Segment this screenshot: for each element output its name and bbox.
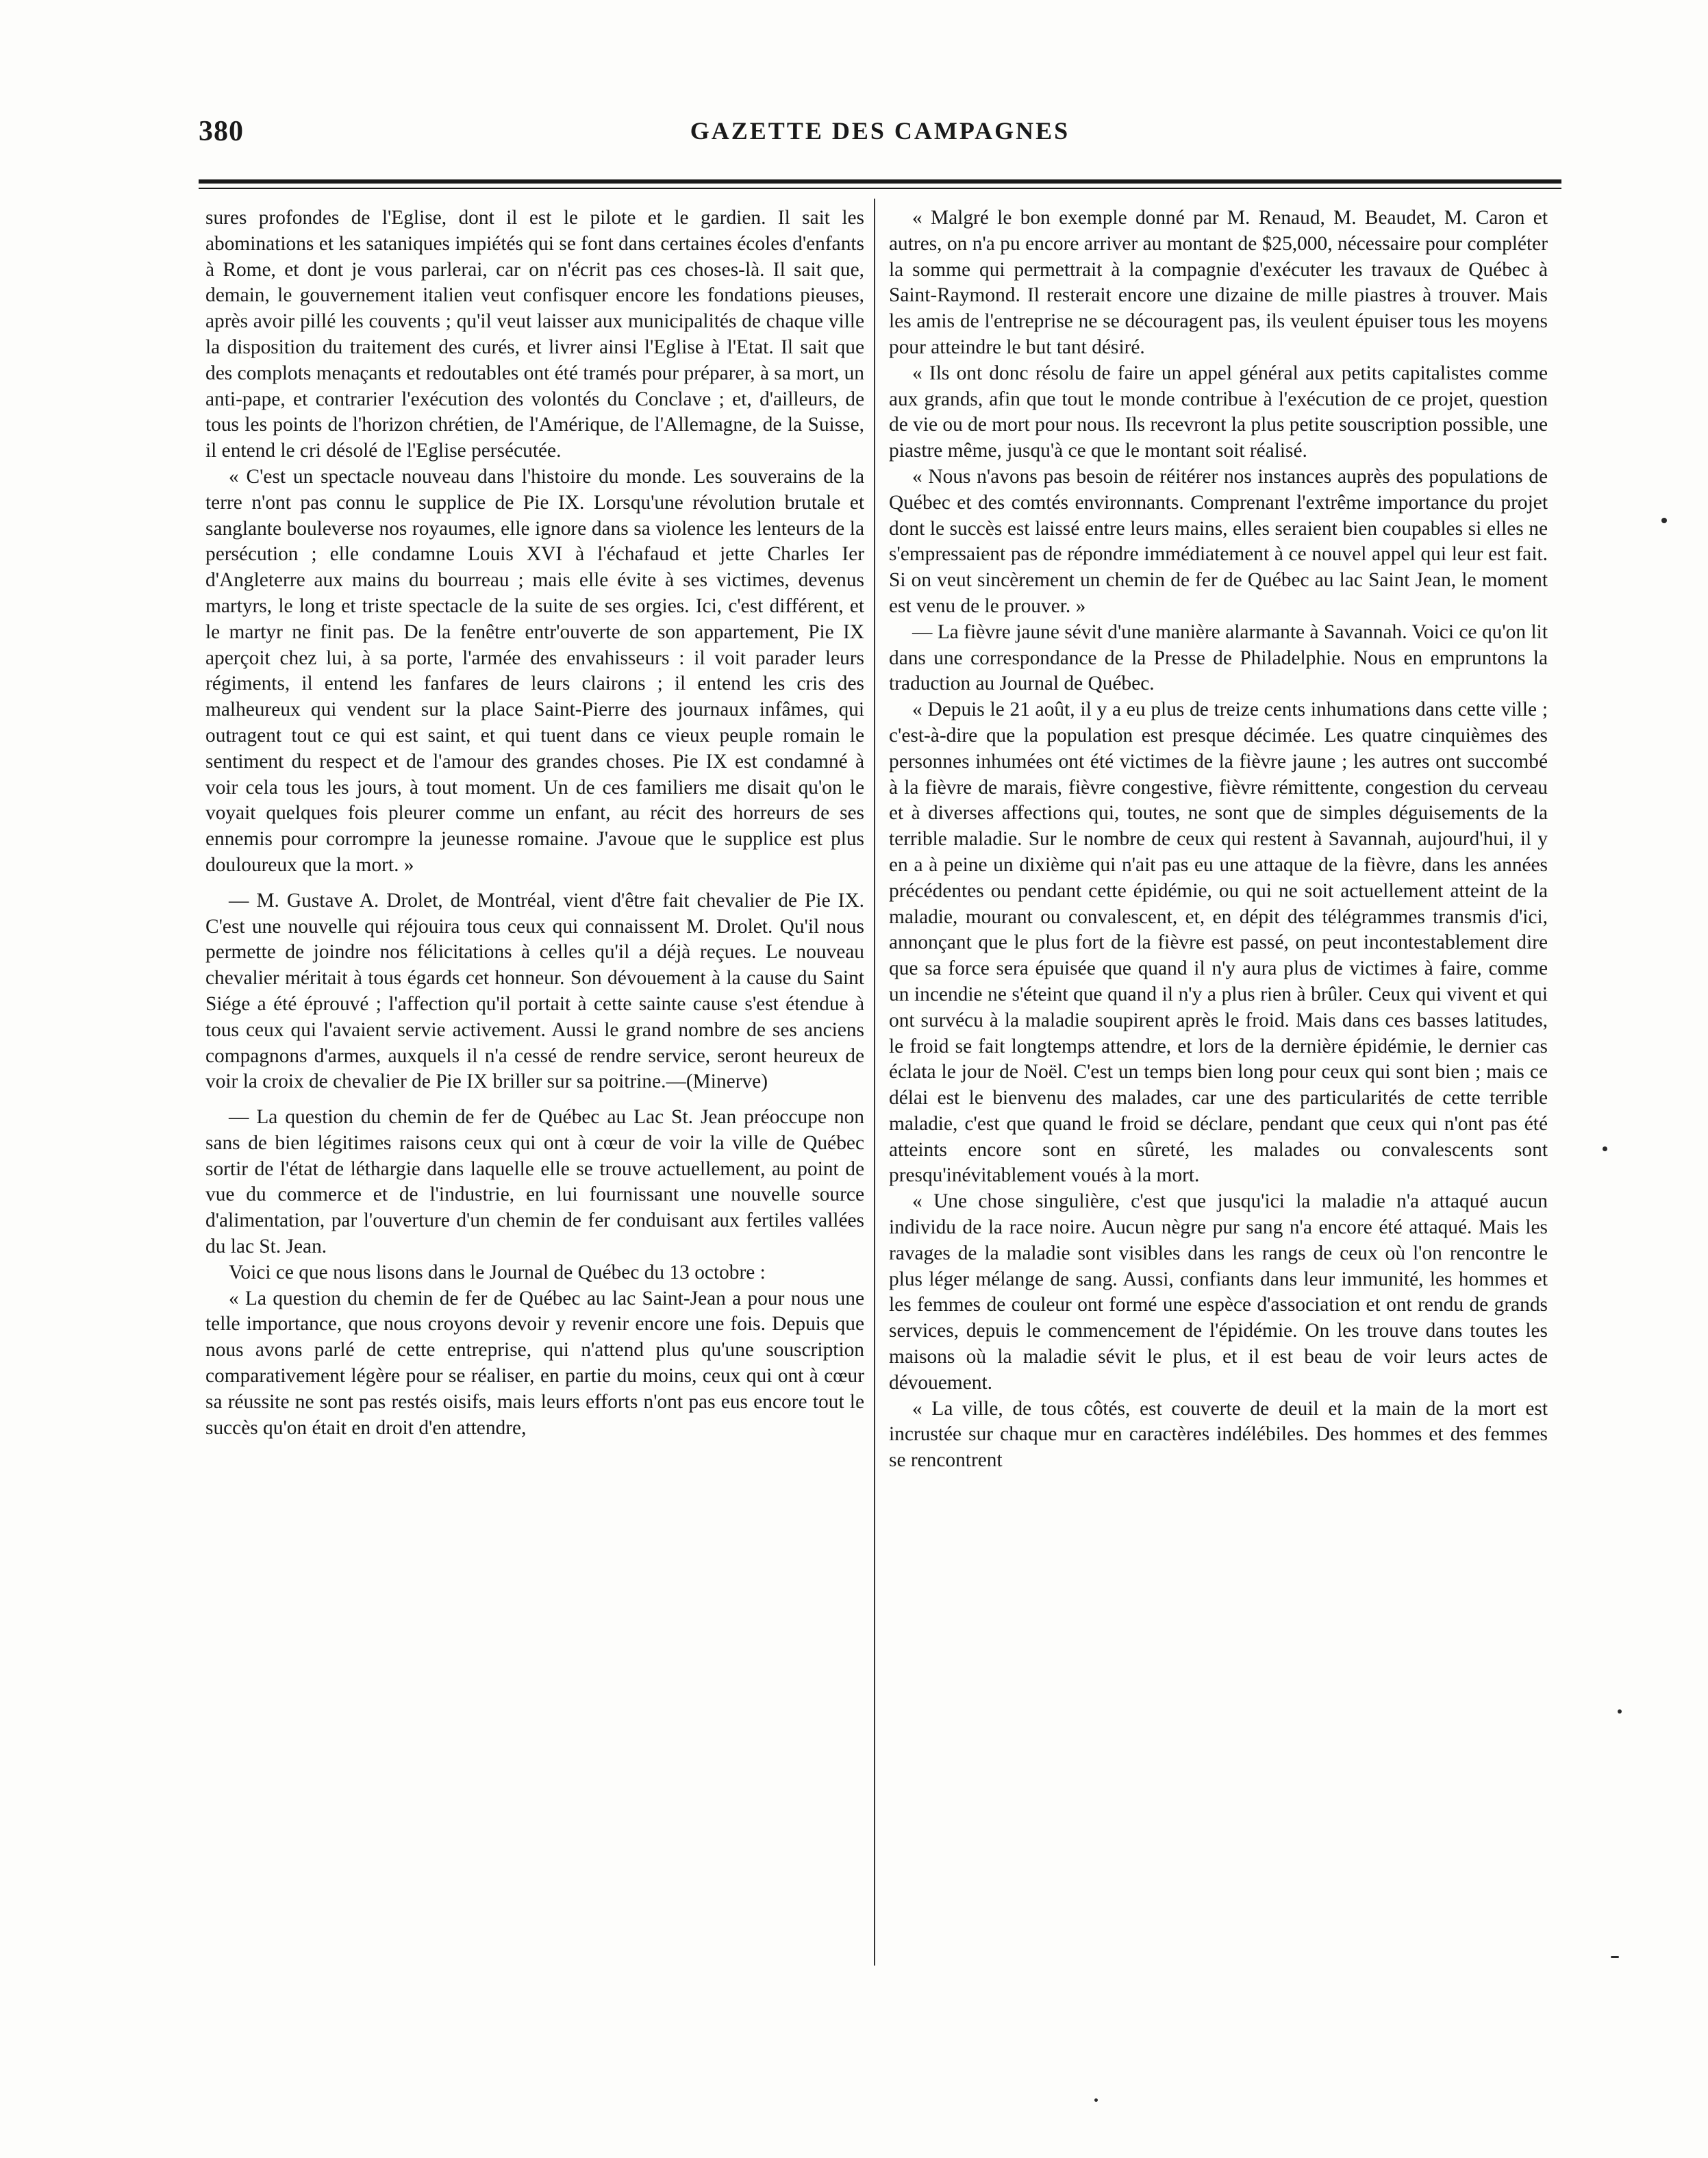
running-title: GAZETTE DES CAMPAGNES	[690, 117, 1070, 145]
paragraph: sures profondes de l'Eglise, dont il est le pilote et le gardien. Il sait les abominations et les sataniques impiétés qui se font dans certaines écoles d'enfants à Rome, et dont je vous parlerai, car on n'écrit pas ces choses-là. Il sait que, demain, le gouvernement italien veut confisquer encore les fondations pieuses, après avoir pillé les couvents ; qu'il veut laisser aux municipalités de chaque ville la disposition du traitement des curés, et livrer ainsi l'Eglise à l'Etat. Il sait que des complots menaçants et redoutables ont été tramés pour préparer, à sa mort, un anti-pape, et contrarier l'exécution des volontés du Conclave ; et, d'ailleurs, de tous les points de l'horizon chrétien, de l'Amérique, de l'Allemagne, de la Suisse, il entend le cri désolé de l'Eglise persécutée.	[205, 207, 864, 462]
print-speck	[1618, 1709, 1622, 1714]
paragraph: « Depuis le 21 août, il y a eu plus de treize cents inhumations dans cette ville ; c'est-à-dire que la population est presque décimée. Les quatre cinquièmes des personnes inhumées ont été victimes de la fièvre jaune ; les autres ont succombé à la fièvre de marais, fièvre congestive, fièvre rémittente, congestion du cerveau et à diverses affections qui, toutes, ne sont que de simples déguisements de la terrible maladie. Sur le nombre de ceux qui restent à Savannah, aujourd'hui, il y en a à peine un dixième qui n'ait pas eu une attaque de la fièvre, dans les années précédentes ou pendant cette épidémie, ou qui ne soit actuellement atteint de la maladie, mourant ou convalescent, et, en dépit des télégrammes transmis d'ici, annonçant que le plus fort de la fièvre est passé, on peut incontestablement dire que sa force sera épuisée que quand il n'y aura plus de victimes à faire, comme un incendie ne s'éteint que quand il n'y a plus rien à brûler. Ceux qui vivent et qui ont survécu à la maladie soupirent après le froid. Mais dans ces basses latitudes, le froid se fait longtemps attendre, et lors de la dernière épidémie, le dernier cas éclata le jour de Noël. C'est un temps bien long pour ceux qui sont bien ; mais ce délai est le bienvenu des malades, car une des particularités de cette terrible maladie, c'est que quand le froid se déclare, pendant que ceux qui n'ont pas été atteints encore sont en sûreté, les malades ou convalescents sont presqu'inévitablement voués à la mort.	[889, 699, 1548, 1187]
header-rule-thick	[199, 179, 1561, 184]
paragraph: — La question du chemin de fer de Québec au Lac St. Jean préoccupe non sans de bien légitimes raisons ceux qui ont à cœur de voir la ville de Québec sortir de l'état de léthargie dans laquelle elle se trouve actuellement, au point de vue du commerce et de l'industrie, en lui fournissant une nouvelle source d'alimentation, par l'ouverture d'un chemin de fer conduisant aux fertiles vallées du lac St. Jean.	[205, 1106, 864, 1258]
paragraph: « C'est un spectacle nouveau dans l'histoire du monde. Les souverains de la terre n'ont pas connu le supplice de Pie IX. Lorsqu'une révolution brutale et sanglante bouleverse nos royaumes, elle ignore dans sa violence les lenteurs de la persécution ; elle condamne Louis XVI à l'échafaud et jette Charles Ier d'Angleterre aux mains du bourreau ; mais elle évite à ses victimes, devenus martyrs, le long et triste spectacle de la suite de ses orgies. Ici, c'est différent, et le martyr ne finit pas. De la fenêtre entr'ouverte de son appartement, Pie IX aperçoit chez lui, à sa porte, l'armée des envahisseurs : il voit parader leurs régiments, il entend les fanfares de leurs clairons ; il entend les cris des malheureux qui vendent sur la place Saint-Pierre des journaux infâmes, qui outragent tout ce qui est saint, et qui tuent dans ce vieux peuple romain le sentiment du respect et de l'amour des grandes choses. Pie IX est condamné à voir cela tous les jours, à tout moment. Un de ces familiers me disait qu'on le voyait quelques fois pleurer comme un enfant, au récit des horreurs de ses ennemis pour corrompre la jeunesse romaine. J'avoue que le supplice est plus douloureux que la mort. »	[205, 465, 864, 876]
paragraph: — M. Gustave A. Drolet, de Montréal, vient d'être fait chevalier de Pie IX. C'est une nouvelle qui réjouira tous ceux qui connaissent M. Drolet. Qu'il nous permette de joindre nos félicitations à celles qu'il a déjà reçues. Le nouveau chevalier méritait à tous égards cet honneur. Son dévouement à la cause du Saint Siége a été éprouvé ; l'affection qu'il portait à cette sainte cause s'est étendue à tous ceux qui l'avaient servie activement. Aussi le grand nombre de ses anciens compagnons d'armes, auxquels il n'a cessé de rendre service, seront heureux de voir la croix de chevalier de Pie IX briller sur sa poitrine.—(Minerve)	[205, 889, 864, 1093]
paragraph: « Une chose singulière, c'est que jusqu'ici la maladie n'a attaqué aucun individu de la race noire. Aucun nègre pur sang n'a encore été attaqué. Mais les ravages de la maladie sont visibles dans les rangs de ceux où l'on rencontre le plus léger mélange de sang. Aussi, confiants dans leur immunité, les hommes et les femmes de couleur ont formé une espèce d'association et ont rendu de grands services, depuis le commencement de l'épidémie. On les trouve dans toutes les maisons où la maladie sévit le plus, et il est beau de voir leurs actes de dévouement.	[889, 1190, 1548, 1394]
paragraph: « Ils ont donc résolu de faire un appel général aux petits capitalistes comme aux grands, afin que tout le monde contribue à l'exécution de ce projet, question de vie ou de mort pour nous. Ils recevront la plus petite souscription possible, une piastre même, jusqu'à ce que le montant soit réalisé.	[889, 362, 1548, 462]
paragraph: — La fièvre jaune sévit d'une manière alarmante à Savannah. Voici ce qu'on lit dans une correspondance de la Presse de Philadelphie. Nous en empruntons la traduction au Journal de Québec.	[889, 620, 1548, 695]
paragraph: Voici ce que nous lisons dans le Journal de Québec du 13 octobre :	[229, 1261, 766, 1283]
header-rule-thin	[199, 188, 1561, 189]
right-column	[889, 205, 1548, 1474]
page-number: 380	[199, 116, 244, 147]
print-speck	[1603, 1146, 1607, 1151]
print-speck	[1661, 518, 1667, 523]
print-speck	[1094, 2098, 1098, 2102]
column-divider	[874, 199, 875, 1966]
paragraph: « La ville, de tous côtés, est couverte de deuil et la main de la mort est incrustée sur chaque mur en caractères indélébiles. Des hommes et des femmes se rencontrent	[889, 1397, 1548, 1472]
page-header	[199, 115, 1561, 156]
paragraph: « La question du chemin de fer de Québec au lac Saint-Jean a pour nous une telle importance, que nous croyons devoir y revenir encore une fois. Depuis que nous avons parlé de cette entreprise, qui n'attend plus qu'une souscription comparativement légère pour se réaliser, en partie du moins, ceux qui ont à cœur sa réussite ne sont pas restés oisifs, mais leurs efforts n'ont pas eus encore tout le succès qu'on était en droit d'en attendre,	[205, 1287, 864, 1439]
paragraph: « Malgré le bon exemple donné par M. Renaud, M. Beaudet, M. Caron et autres, on n'a pu encore arriver au montant de $25,000, nécessaire pour compléter la somme qui permettrait à la compagnie d'exécuter les travaux de Québec à Saint-Raymond. Il resterait encore une dizaine de mille piastres à trouver. Mais les amis de l'entreprise ne se découragent pas, ils veulent épuiser tous les moyens pour atteindre le but tant désiré.	[889, 207, 1548, 358]
print-speck	[1611, 1956, 1619, 1958]
paragraph: « Nous n'avons pas besoin de réitérer nos instances auprès des populations de Québec et des comtés environnants. Comprenant l'extrême importance du projet dont le succès est laissé entre leurs mains, elles seraient bien coupables si elles ne s'empressaient pas de répondre immédiatement à ce nouvel appel qui leur est fait. Si on veut sincèrement un chemin de fer de Québec au lac Saint Jean, le moment est venu de le prouver. »	[889, 465, 1548, 617]
left-column	[205, 205, 864, 1441]
